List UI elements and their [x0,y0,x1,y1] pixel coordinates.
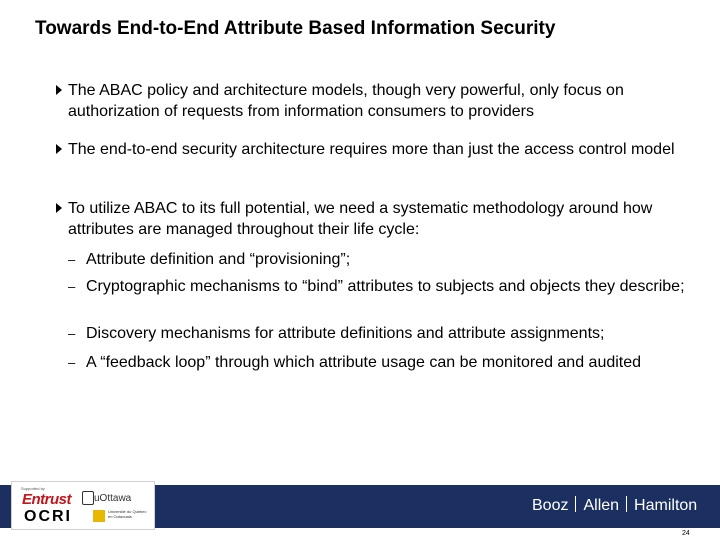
uqo-logo-icon [93,510,105,522]
uottawa-logo-icon [82,491,94,505]
bullet-item: The ABAC policy and architecture models, though very powerful, only focus on authorization of requests from information consumers to providers [56,80,696,122]
bullet-arrow-icon [56,144,62,154]
ocri-logo: OCRI [24,508,72,525]
sub-bullet-item: – A “feedback loop” through which attribute usage can be monitored and audited [68,354,642,371]
bullet-arrow-icon [56,203,62,213]
sub-bullet-item: – Cryptographic mechanisms to “bind” attributes to subjects and objects they describe; [68,278,685,295]
uottawa-logo: uOttawa [94,493,132,504]
sponsor-logos [11,481,155,530]
page-number: 24 [682,530,690,537]
bullet-item: The end-to-end security architecture requires more than just the access control model [56,139,696,160]
sub-bullet-item: – Discovery mechanisms for attribute definitions and attribute assignments; [68,325,605,342]
entrust-logo: Entrust [22,491,71,508]
bullet-arrow-icon [56,85,62,95]
bullet-item: To utilize ABAC to its full potential, we need a systematic methodology around how attributes are managed throughout their life cycle: [56,198,696,240]
sub-bullet-item: – Attribute definition and “provisioning”; [68,251,351,268]
supported-by-label: Supported by [21,486,45,491]
uqo-logo-text: Université du Québec en Outaouais [108,509,147,519]
slide-title: Towards End-to-End Attribute Based Information Security [35,18,556,39]
booz-allen-hamilton-logo: Booz Allen Hamilton [532,497,698,514]
